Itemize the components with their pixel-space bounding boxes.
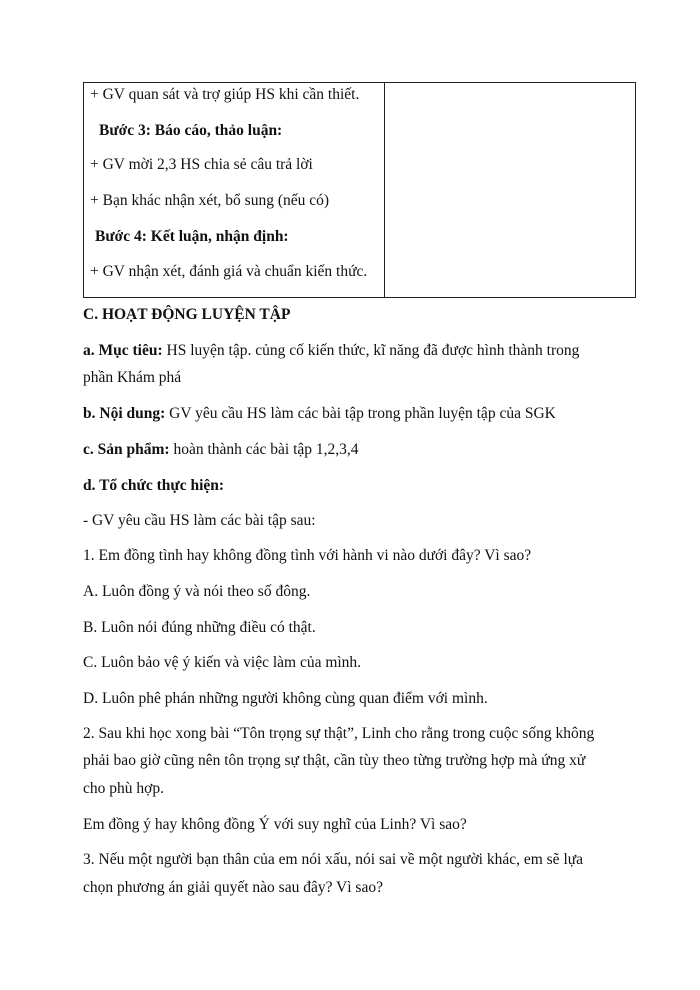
objective-label: a. Mục tiêu: <box>83 342 163 359</box>
question-2-line-3: cho phù hợp. <box>83 780 164 797</box>
option-b: B. Luôn nói đúng những điều có thật. <box>83 619 316 636</box>
table-line: + Bạn khác nhận xét, bổ sung (nếu có) <box>90 192 330 209</box>
option-a: A. Luôn đồng ý và nói theo số đông. <box>83 583 311 600</box>
table-line: + GV quan sát và trợ giúp HS khi cần thiết. <box>90 86 360 103</box>
objective-line-1 <box>83 342 633 360</box>
question-2-line-1: 2. Sau khi học xong bài “Tôn trọng sự thật”, Linh cho rằng trong cuộc sống không <box>83 725 595 742</box>
content-label: b. Nội dung: <box>83 405 166 422</box>
product-line <box>83 441 359 459</box>
product-label: c. Sản phẩm: <box>83 441 170 458</box>
table-step-heading: Bước 4: Kết luận, nhận định: <box>95 228 289 245</box>
content-text: GV yêu cầu HS làm các bài tập trong phần luyện tập của SGK <box>169 405 556 422</box>
table-step-heading: Bước 3: Báo cáo, thảo luận: <box>99 122 283 139</box>
product-text: hoàn thành các bài tập 1,2,3,4 <box>173 441 359 458</box>
body-line: - GV yêu cầu HS làm các bài tập sau: <box>83 512 316 529</box>
table-line: + GV mời 2,3 HS chia sẻ câu trả lời <box>90 156 313 173</box>
option-d: D. Luôn phê phán những người không cùng quan điểm với mình. <box>83 690 488 707</box>
activity-table-right-cell <box>385 83 636 298</box>
question-3-line-2: chọn phương án giải quyết nào sau đây? Vì sao? <box>83 879 383 896</box>
table-line: + GV nhận xét, đánh giá và chuẩn kiến thức. <box>90 263 368 280</box>
question-1: 1. Em đồng tình hay không đồng tình với hành vi nào dưới đây? Vì sao? <box>83 547 532 564</box>
organization-heading: d. Tổ chức thực hiện: <box>83 477 225 494</box>
objective-line-2: phần Khám phá <box>83 369 182 386</box>
section-heading: C. HOẠT ĐỘNG LUYỆN TẬP <box>83 306 291 323</box>
option-c: C. Luôn bảo vệ ý kiến và việc làm của mình. <box>83 654 362 671</box>
objective-text-1: HS luyện tập. củng cố kiến thức, kĩ năng đã được hình thành trong <box>166 342 580 359</box>
question-3-line-1: 3. Nếu một người bạn thân của em nói xấu, nói sai về một người khác, em sẽ lựa <box>83 851 584 868</box>
content-line <box>83 405 556 423</box>
question-2-line-2: phải bao giờ cũng nên tôn trọng sự thật, cần tùy theo từng trường hợp mà ứng xử <box>83 752 586 769</box>
question-2-line-4: Em đồng ý hay không đồng Ý với suy nghĩ của Linh? Vì sao? <box>83 816 467 833</box>
